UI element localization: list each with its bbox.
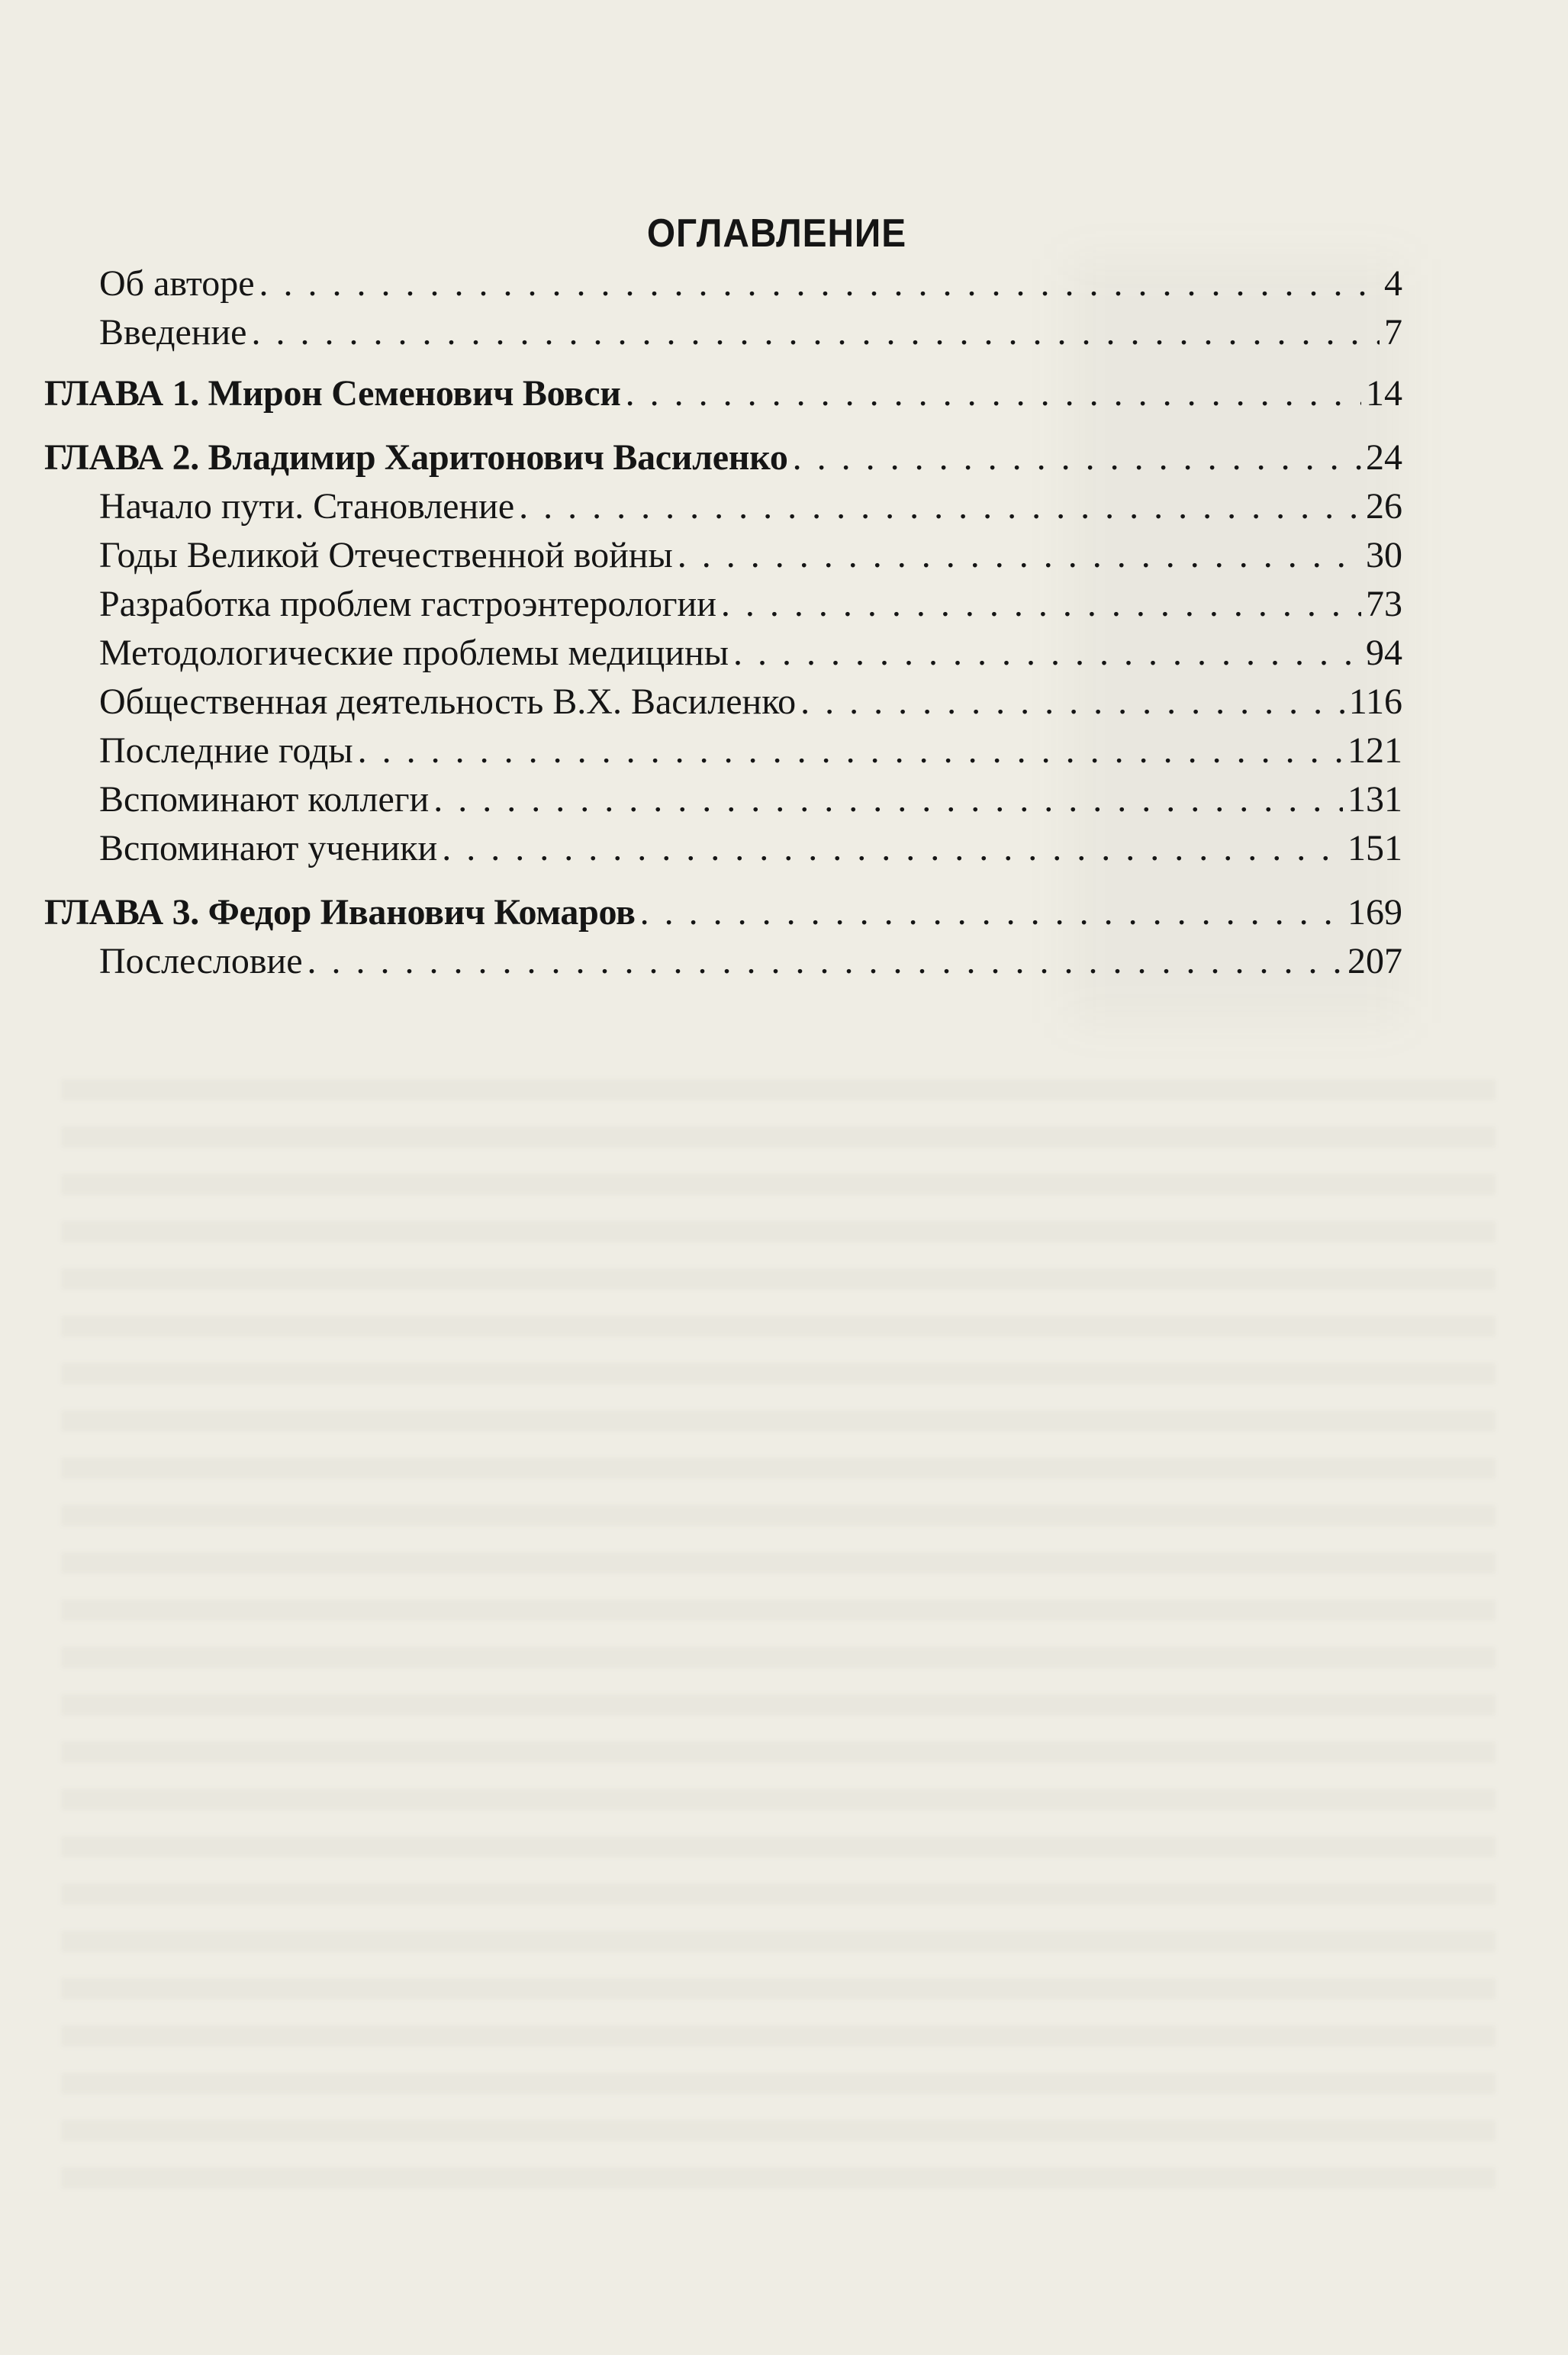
toc-entry-last-years[interactable] [44, 726, 1402, 775]
toc-entry-page: 73 [1366, 584, 1402, 624]
dot-leader [251, 308, 1380, 357]
dot-leader [678, 531, 1361, 580]
toc-entry-introduction[interactable] [44, 308, 1402, 357]
toc-entry-label: Начало пути. Становление [99, 486, 515, 527]
dot-leader [519, 482, 1361, 531]
toc-entry-label: Послесловие [99, 941, 303, 981]
toc-entry-page: 116 [1348, 681, 1402, 722]
dot-leader [307, 937, 1343, 986]
dot-leader [259, 259, 1380, 308]
toc-entry-colleagues[interactable] [44, 775, 1402, 824]
toc-entry-beginning[interactable] [44, 482, 1402, 531]
toc-entry-page: 7 [1384, 312, 1402, 353]
toc-entry-page: 4 [1384, 263, 1402, 304]
toc-entry-afterword[interactable] [44, 937, 1402, 1001]
toc-entry-label: Годы Великой Отечественной войны [99, 535, 673, 575]
table-of-contents [44, 206, 1402, 1001]
toc-chapter-label: ГЛАВА 1. Мирон Семенович Вовси [44, 373, 621, 414]
toc-entry-page: 26 [1366, 486, 1402, 527]
toc-entry-students[interactable] [44, 824, 1402, 873]
toc-entry-page: 30 [1366, 535, 1402, 575]
dot-leader [793, 433, 1361, 482]
toc-chapter-label: ГЛАВА 3. Федор Иванович Комаров [44, 892, 636, 933]
toc-entry-page: 169 [1347, 892, 1402, 933]
toc-chapter-3[interactable] [44, 873, 1402, 937]
toc-entry-label: Общественная деятельность В.Х. Василенко [99, 681, 797, 722]
toc-entry-methodology[interactable] [44, 629, 1402, 678]
dot-leader [800, 678, 1344, 726]
toc-entry-gastroenterology[interactable] [44, 580, 1402, 629]
bleed-through-text [61, 1053, 1496, 2198]
toc-entry-page: 14 [1366, 373, 1402, 414]
toc-entry-page: 151 [1347, 828, 1402, 868]
dot-leader [358, 726, 1343, 775]
toc-entry-page: 121 [1347, 730, 1402, 771]
toc-chapter-1[interactable] [44, 357, 1402, 418]
dot-leader [433, 775, 1343, 824]
toc-entry-public-activity[interactable] [44, 678, 1402, 726]
dot-leader [733, 629, 1361, 678]
toc-entry-label: Разработка проблем гастроэнтерологии [99, 584, 716, 624]
toc-entry-page: 24 [1366, 437, 1402, 478]
toc-entry-label: Вспоминают коллеги [99, 779, 430, 820]
dot-leader [442, 824, 1343, 873]
dot-leader [626, 369, 1361, 418]
toc-chapter-label: ГЛАВА 2. Владимир Харитонович Василенко [44, 437, 788, 478]
dot-leader [640, 888, 1343, 937]
dot-leader [721, 580, 1361, 629]
toc-entry-war-years[interactable] [44, 531, 1402, 580]
toc-entry-label: Введение [99, 312, 247, 353]
toc-entry-label: Методологические проблемы медицины [99, 633, 729, 673]
toc-entry-about-author[interactable] [44, 259, 1402, 308]
toc-entry-label: Последние годы [99, 730, 353, 771]
toc-entry-page: 94 [1366, 633, 1402, 673]
page-title: ОГЛАВЛЕНИЕ [646, 211, 907, 256]
toc-entry-page: 131 [1347, 779, 1402, 820]
toc-entry-label: Об авторе [99, 263, 255, 304]
toc-entry-label: Вспоминают ученики [99, 828, 438, 868]
toc-chapter-2[interactable] [44, 418, 1402, 482]
toc-entry-page: 207 [1347, 941, 1402, 981]
